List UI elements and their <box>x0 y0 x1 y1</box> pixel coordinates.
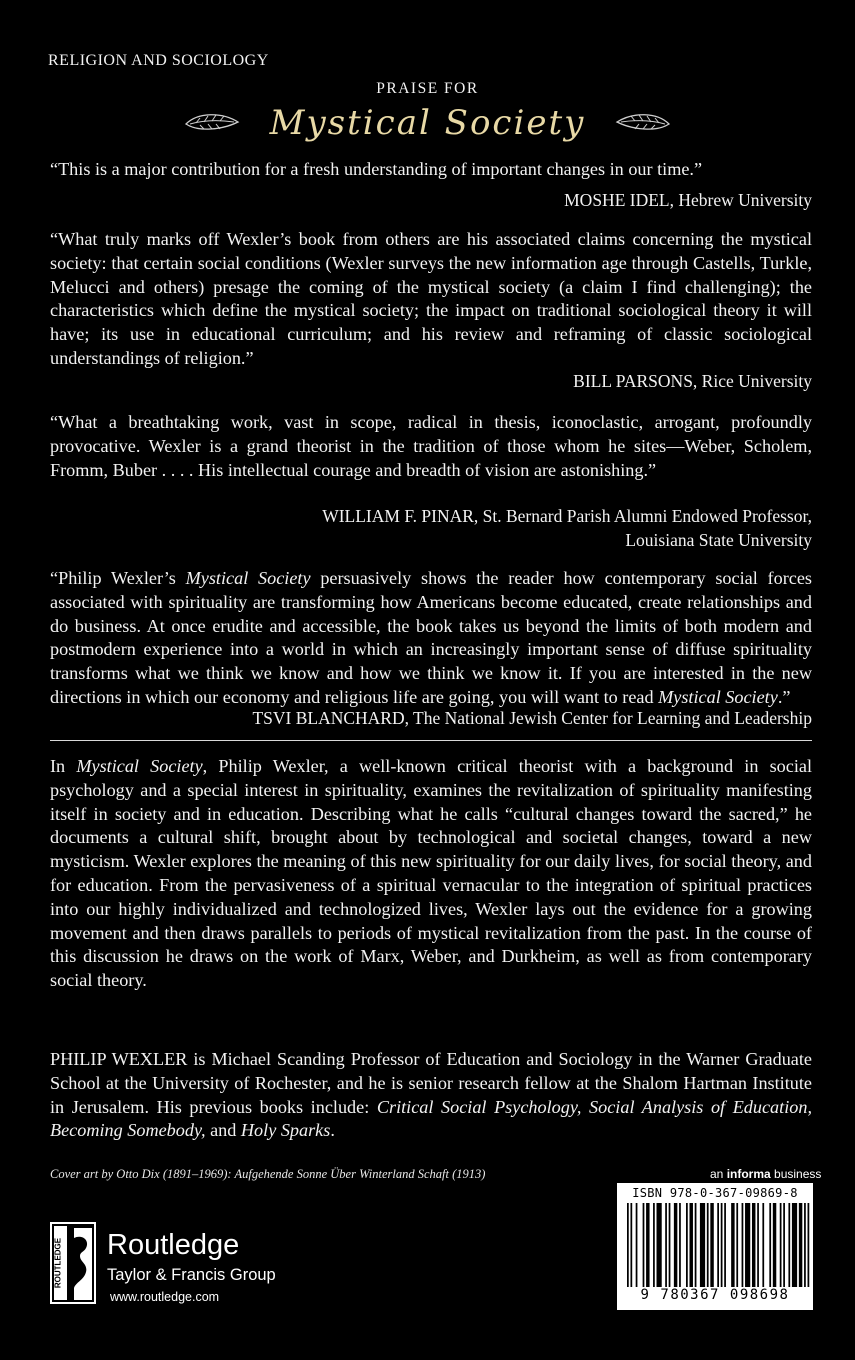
bio-books: Critical Social Psychology, Social Analysis of Education, Becoming Somebody, <box>50 1096 812 1141</box>
quote-4-end: .” <box>777 686 791 707</box>
praise-quote-1: “This is a major contribution for a fresh understanding of important changes in our time.” <box>50 159 703 179</box>
praise-quote-4 <box>50 567 812 710</box>
isbn-label: ISBN 978-0-367-09869-8 <box>632 1186 798 1200</box>
quote-4-title-2: Mystical Society <box>658 686 778 707</box>
bio-and: and <box>205 1120 241 1141</box>
bio-start: PHILIP WEXLER is Michael Scanding Professor of Education and Sociology in the Warner Graduate School at the University of Rochester, and he is senior research fellow at the Shalom Hartman Institute in Jerusalem. His previous books include: <box>50 1049 812 1117</box>
quote-4-title: Mystical Society <box>185 568 311 588</box>
publisher-group: Taylor & Francis Group <box>107 1266 276 1284</box>
praise-attribution-3-line1: WILLIAM F. PINAR, St. Bernard Parish Alumni Endowed Professor, <box>322 506 812 526</box>
svg-text:ROUTLEDGE: ROUTLEDGE <box>53 1237 63 1289</box>
praise-attribution-4: TSVI BLANCHARD, The National Jewish Center for Learning and Leadership <box>252 708 812 728</box>
barcode-bars <box>627 1203 811 1287</box>
praise-attribution-2: BILL PARSONS, Rice University <box>573 371 812 391</box>
category-label: RELIGION AND SOCIOLOGY <box>48 52 269 69</box>
informa-bold: informa <box>726 1167 771 1181</box>
book-title: Mystical Society <box>269 103 586 143</box>
title-row <box>0 103 855 143</box>
informa-prefix: an <box>710 1167 727 1181</box>
praise-quote-3: “What a breathtaking work, vast in scope, radical in thesis, iconoclastic, arrogant, profoundly provocative. Wexler is a grand theorist in the tradition of those whom he sites—Weber, Scholem, Fromm, Buber . . . . His intellectual courage and breadth of vision are astonishing.” <box>50 412 812 480</box>
bio-end: . <box>330 1120 335 1141</box>
isbn-barcode <box>617 1183 813 1310</box>
barcode-number: 9 780367 098698 <box>640 1287 790 1303</box>
desc-start: In <box>50 756 77 776</box>
praise-attribution-3-line2: Louisiana State University <box>625 530 812 550</box>
divider-rule <box>50 740 812 741</box>
praise-quote-2: “What truly marks off Wexler’s book from others are his associated claims concerning the mystical society: that certain social conditions (Wexler surveys the new information age through Castells, Turkle, Melucci and others) presage the coming of the mystical society (a claim I find challenging); the characteristics which define the mystical society; the impact on traditional sociological theory it will have; its use in educational curriculum; and his review and reframing of classic sociological understandings of religion.” <box>50 229 812 368</box>
cover-art-credit: Cover art by Otto Dix (1891–1969): Aufgehende Sonne Über Winterland Schaft (1913) <box>50 1167 486 1181</box>
routledge-logo-icon <box>50 1222 96 1304</box>
bio-book-last: Holy Sparks <box>240 1120 331 1141</box>
quote-4-mid: persuasively shows the reader how contemporary social forces associated with spirituality are transforming how Americans become educated, create relationships and do business. At once erudite and accessible, the book takes us beyond the limits of both modern and postmodern experience into a world in which an increasingly important sense of diffuse spirituality transforms what we think we know and how we think we know it. If you are interested in the new directions in which our economy and religious life are going, you will want to read <box>50 568 812 707</box>
desc-title: Mystical Society <box>76 756 203 776</box>
quote-4-start: “Philip Wexler’s <box>50 568 186 588</box>
desc-rest: , Philip Wexler, a well-known critical theorist with a background in social psychology and a special interest in spirituality, examines the revitalization of spirituality manifesting itself in society and in education. Describing what he calls “cultural changes toward the sacred,” he documents a cultural shift, brought about by technological and societal changes, toward a new mysticism. Wexler explores the meaning of this new spirituality for our daily lives, for social theory, and for education. From the pervasiveness of a spiritual vernacular to the integration of spiritual practices into our highly individualized and technologized lives, Wexler lays out the evidence for a growing movement and then draws parallels to periods of mystical revitalization from the past. In the course of this discussion he draws on the work of Marx, Weber, and Durkheim, as well as from contemporary social theory. <box>50 756 813 991</box>
publisher-name: Routledge <box>107 1229 240 1261</box>
right-leaf-ornament-icon <box>615 110 673 136</box>
book-description <box>50 755 812 993</box>
publisher-url: www.routledge.com <box>110 1290 220 1304</box>
author-bio <box>50 1048 812 1143</box>
informa-suffix: business <box>770 1167 822 1181</box>
praise-for-heading: PRAISE FOR <box>376 80 479 97</box>
praise-attribution-1: MOSHE IDEL, Hebrew University <box>564 190 812 210</box>
informa-business-tag <box>710 1167 821 1181</box>
left-leaf-ornament-icon <box>182 110 240 136</box>
